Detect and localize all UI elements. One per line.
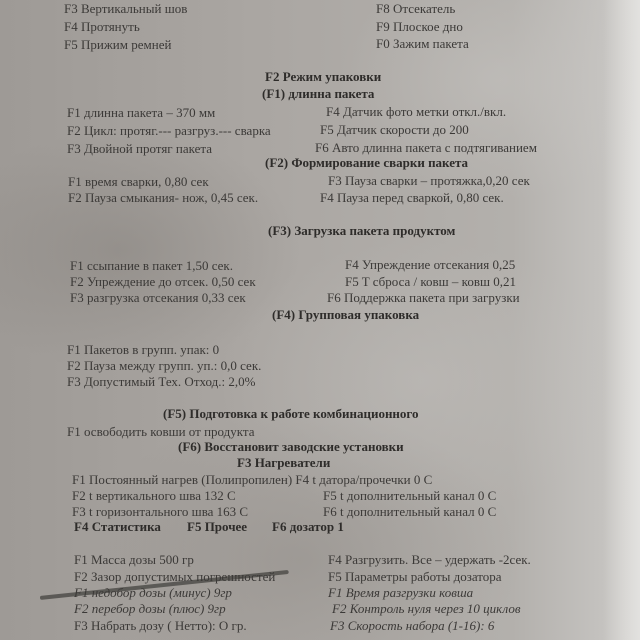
param-line: F2 перебор дозы (плюс) 9гр bbox=[74, 601, 226, 616]
param-line: F2 Пауза смыкания- нож, 0,45 сек. bbox=[68, 190, 259, 205]
param-line: F1 Постоянный нагрев (Полипропилен) F4 t датора/прочечки 0 C bbox=[72, 472, 433, 487]
param-line: F4 Пауза перед сваркой, 0,80 сек. bbox=[320, 190, 504, 205]
param-line: F1 время сварки, 0,80 сек bbox=[68, 174, 209, 189]
param-line: F3 разгрузка отсекания 0,33 сек bbox=[70, 290, 246, 305]
section-title: (F4) Групповая упаковка bbox=[272, 307, 420, 322]
menu-item: F3 Вертикальный шов bbox=[64, 1, 188, 16]
menu-item: F4 Протянуть bbox=[64, 19, 140, 34]
menu-item: F9 Плоское дно bbox=[376, 19, 463, 34]
param-line: F3 Скорость набора (1-16): 6 bbox=[330, 618, 495, 633]
param-line: F1 длинна пакета – 370 мм bbox=[67, 105, 216, 120]
section-title: (F6) Восстановит заводские установки bbox=[178, 439, 404, 454]
param-line: F3 Набрать дозу ( Нетто): О гр. bbox=[74, 618, 247, 633]
param-line: F2 Контроль нуля через 10 циклов bbox=[332, 601, 521, 616]
param-line: F6 Поддержка пакета при загрузки bbox=[327, 290, 520, 305]
section-title: (F3) Загрузка пакета продуктом bbox=[268, 223, 456, 238]
param-line: F2 Цикл: протяг.--- разгруз.--- сварка bbox=[67, 123, 271, 138]
param-line: F5 T сброса / ковш – ковш 0,21 bbox=[345, 274, 516, 289]
param-line: F2 Зазор допустимых погрешностей bbox=[74, 569, 276, 584]
param-line: F3 Допустимый Тех. Отход.: 2,0% bbox=[67, 374, 256, 389]
param-line: F2 t вертикального шва 132 C bbox=[72, 488, 236, 503]
param-line: F6 Авто длинна пакета с подтягиванием bbox=[315, 140, 537, 155]
section-title: F3 Нагреватели bbox=[237, 455, 331, 470]
menu-item: F0 Зажим пакета bbox=[376, 36, 469, 51]
section-title: (F5) Подготовка к работе комбинационного bbox=[163, 406, 419, 421]
param-line: F2 Пауза между групп. уп.: 0,0 сек. bbox=[67, 358, 262, 373]
param-line: F5 Параметры работы дозатора bbox=[328, 569, 502, 584]
param-line: F1 недобор дозы (минус) 9гр bbox=[74, 585, 232, 600]
param-line: F3 Двойной протяг пакета bbox=[67, 141, 212, 156]
param-line: F2 Упреждение до отсек. 0,50 сек bbox=[70, 274, 256, 289]
param-line: F1 ссыпание в пакет 1,50 сек. bbox=[70, 258, 233, 273]
plastic-sleeve-edge bbox=[604, 0, 640, 640]
param-line: F4 Упреждение отсекания 0,25 bbox=[345, 257, 516, 272]
param-line: F5 Датчик скорости до 200 bbox=[320, 122, 469, 137]
menu-item: F5 Прижим ремней bbox=[64, 37, 172, 52]
menu-statistics: F4 Статистика bbox=[74, 519, 161, 534]
param-line: F3 t горизонтального шва 163 C bbox=[72, 504, 249, 519]
param-line: F4 Датчик фото метки откл./вкл. bbox=[326, 104, 507, 119]
menu-item: F8 Отсекатель bbox=[376, 1, 456, 16]
menu-other: F5 Прочее bbox=[187, 519, 248, 534]
param-line: F1 освободить ковши от продукта bbox=[67, 424, 255, 439]
param-line: F1 Время разгрузки ковша bbox=[328, 585, 474, 600]
param-line: F1 Пакетов в групп. упак: 0 bbox=[67, 342, 220, 357]
section-title: (F2) Формирование сварки пакета bbox=[265, 155, 469, 170]
section-title: (F1) длинна пакета bbox=[262, 86, 375, 101]
param-line: F5 t дополнительный канал 0 C bbox=[323, 488, 497, 503]
param-line: F6 t дополнительный канал 0 C bbox=[323, 504, 497, 519]
param-line: F4 Разгрузить. Все – удержать -2сек. bbox=[328, 552, 531, 567]
param-line: F1 Масса дозы 500 гр bbox=[74, 552, 194, 567]
section-title: F2 Режим упаковки bbox=[265, 69, 382, 84]
param-line: F3 Пауза сварки – протяжка,0,20 сек bbox=[328, 173, 530, 188]
menu-doser: F6 дозатор 1 bbox=[272, 519, 344, 534]
